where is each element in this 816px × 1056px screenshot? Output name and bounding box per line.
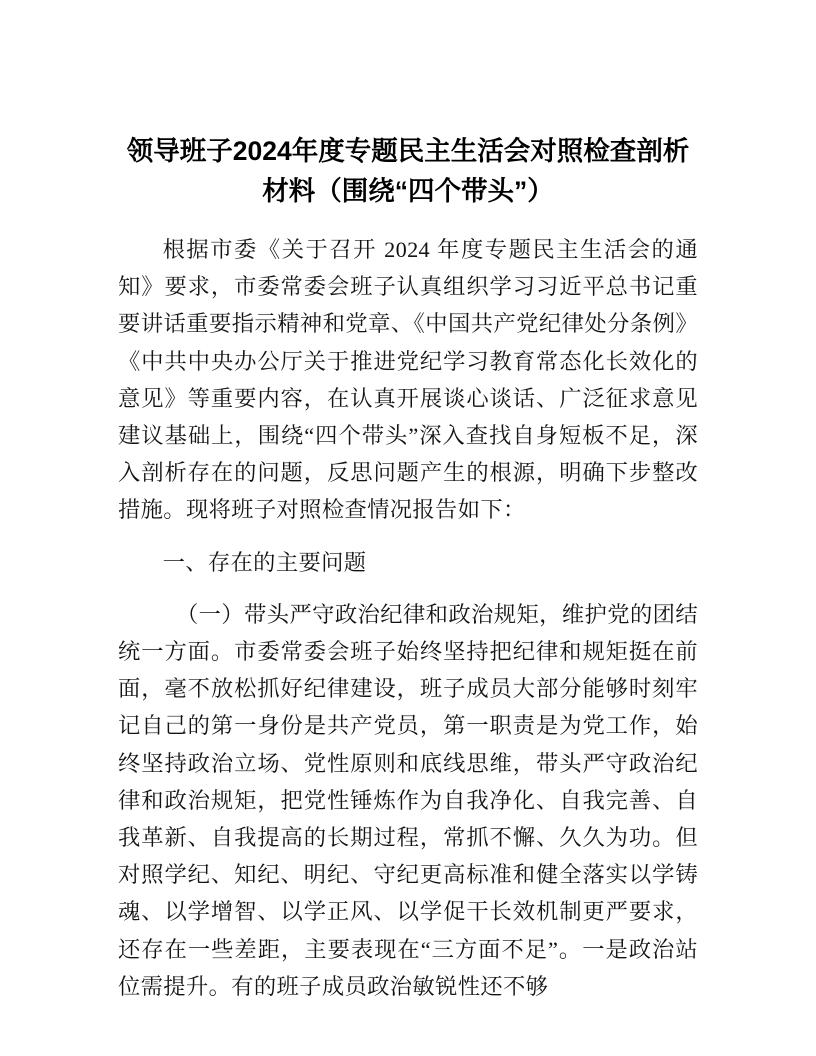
paragraph-spacer-1 xyxy=(118,529,698,544)
subsection-one-paragraph: （一）带头严守政治纪律和政治规矩，维护党的团结统一方面。市委常委会班子始终坚持把纪律和规矩挺在前面，毫不放松抓好纪律建设，班子成员大部分能够时刻牢记自己的第一身份是共产党员，第一职责是为党工作，始终坚持政治立场、党性原则和底线思维，带头严守政治纪律和政治规矩，把党性锤炼作为自我净化、自我完善、自我革新、自我提高的长期过程，常抓不懈、久久为功。但对照学纪、知纪、明纪、守纪更高标准和健全落实以学铸魂、以学增智、以学正风、以学促干长效机制更严要求，还存在一些差距，主要表现在“三方面不足”。一是政治站位需提升。有的班子成员政治敏锐性还不够 xyxy=(118,601,698,999)
section-heading-one: 一、存在的主要问题 xyxy=(162,549,367,575)
page-title: 领导班子2024年度专题民主生活会对照检查剖析材料（围绕“四个带头”） xyxy=(126,136,690,206)
paragraph-spacer-2 xyxy=(118,581,698,596)
title-body-spacer xyxy=(118,223,698,231)
page-content-area xyxy=(118,131,698,1005)
opening-paragraph: 根据市委《关于召开 2024 年度专题民主生活会的通知》要求，市委常委会班子认真组织学习习近平总书记重要讲话重要指示精神和党章、《中国共产党纪律处分条例》《中共中央办公厅关于推进党纪学习教育常态化长效化的意见》等重要内容，在认真开展谈心谈话、广泛征求意见建议基础上，围绕“四个带头”深入查找自身短板不足，深入剖析存在的问题，反思问题产生的根源，明确下步整改措施。现将班子对照检查情况报告如下： xyxy=(118,237,698,523)
